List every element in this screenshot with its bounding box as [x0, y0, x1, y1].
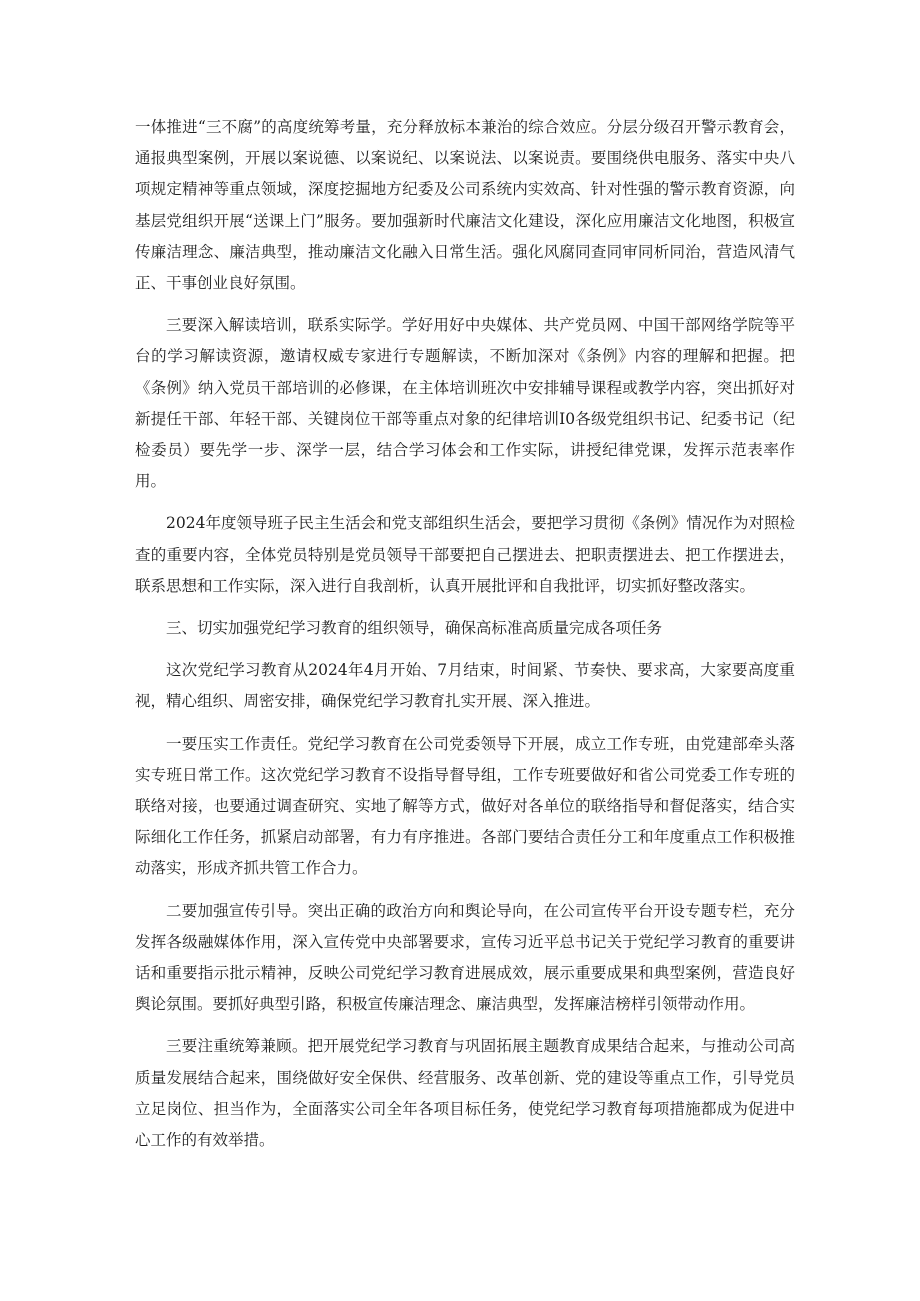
paragraph-interpretation-training: 三要深入解读培训，联系实际学。学好用好中央媒体、共产党员网、中国干部网络学院等平台的学习解读资源，邀请权威专家进行专题解读，不断加深对《条例》内容的理解和把握。把《条例》纳入党员干部培训的必修课，在主体培训班次中安排辅导课程或教学内容，突出抓好对新提任干部、年轻干部、关键岗位干部等重点对象的纪律培训I0各级党组织书记、纪委书记（纪检委员）要先学一步、深学一层，结合学习体会和工作实际，讲授纪律党课，发挥示范表率作用。 — [135, 316, 795, 491]
paragraph-warning-education: 一体推进“三不腐”的高度统筹考量，充分释放标本兼治的综合效应。分层分级召开警示教育会，通报典型案例，开展以案说德、以案说纪、以案说法、以案说责。要围绕供电服务、落实中央八项规定精神等重点领域，深度挖掘地方纪委及公司系统内实效高、针对性强的警示教育资源，向基层党组织开展“送课上门”服务。要加强新时代廉洁文化建设，深化应用廉洁文化地图，积极宣传廉洁理念、廉洁典型，推动廉洁文化融入日常生活。强化风腐同查同审同析同治，营造风清气正、干事创业良好氛围。 — [135, 118, 795, 293]
paragraph-democratic-life-meeting: 2024年度领导班子民主生活会和党支部组织生活会，要把学习贯彻《条例》情况作为对照检查的重要内容，全体党员特别是党员领导干部要把自己摆进去、把职责摆进去、把工作摆进去，联系思想和工作实际，深入进行自我剖析，认真开展批评和自我批评，切实抓好整改落实。 — [135, 514, 795, 595]
paragraph-schedule: 这次党纪学习教育从2024年4月开始、7月结束，时间紧、节奏快、要求高，大家要高度重视，精心组织、周密安排，确保党纪学习教育扎实开展、深入推进。 — [135, 661, 795, 711]
paragraph-publicity-guidance: 二要加强宣传引导。突出正确的政治方向和舆论导向，在公司宣传平台开设专题专栏，充分发挥各级融媒体作用，深入宣传党中央部署要求，宣传习近平总书记关于党纪学习教育的重要讲话和重要指示批示精神，反映公司党纪学习教育进展成效，展示重要成果和典型案例，营造良好舆论氛围。要抓好典型引路，积极宣传廉洁理念、廉洁典型，发挥廉洁榜样引领带动作用。 — [135, 901, 795, 1014]
section-heading-organization-leadership: 三、切实加强党纪学习教育的组织领导，确保高标准高质量完成各项任务 — [166, 619, 663, 638]
paragraph-overall-planning: 三要注重统筹兼顾。把开展党纪学习教育与巩固拓展主题教育成果结合起来，与推动公司高质量发展结合起来，围绕做好安全保供、经营服务、改革创新、党的建设等重点工作，引导党员立足岗位、担当作为，全面落实公司全年各项目标任务，使党纪学习教育每项措施都成为促进中心工作的有效举措。 — [135, 1037, 795, 1150]
document-body — [135, 112, 795, 1167]
paragraph-work-responsibility: 一要压实工作责任。党纪学习教育在公司党委领导下开展，成立工作专班，由党建部牵头落实专班日常工作。这次党纪学习教育不设指导督导组，工作专班要做好和省公司党委工作专班的联络对接，也要通过调查研究、实地了解等方式，做好对各单位的联络指导和督促落实，结合实际细化工作任务，抓紧启动部署，有力有序推进。各部门要结合责任分工和年度重点工作积极推动落实，形成齐抓共管工作合力。 — [135, 734, 795, 878]
